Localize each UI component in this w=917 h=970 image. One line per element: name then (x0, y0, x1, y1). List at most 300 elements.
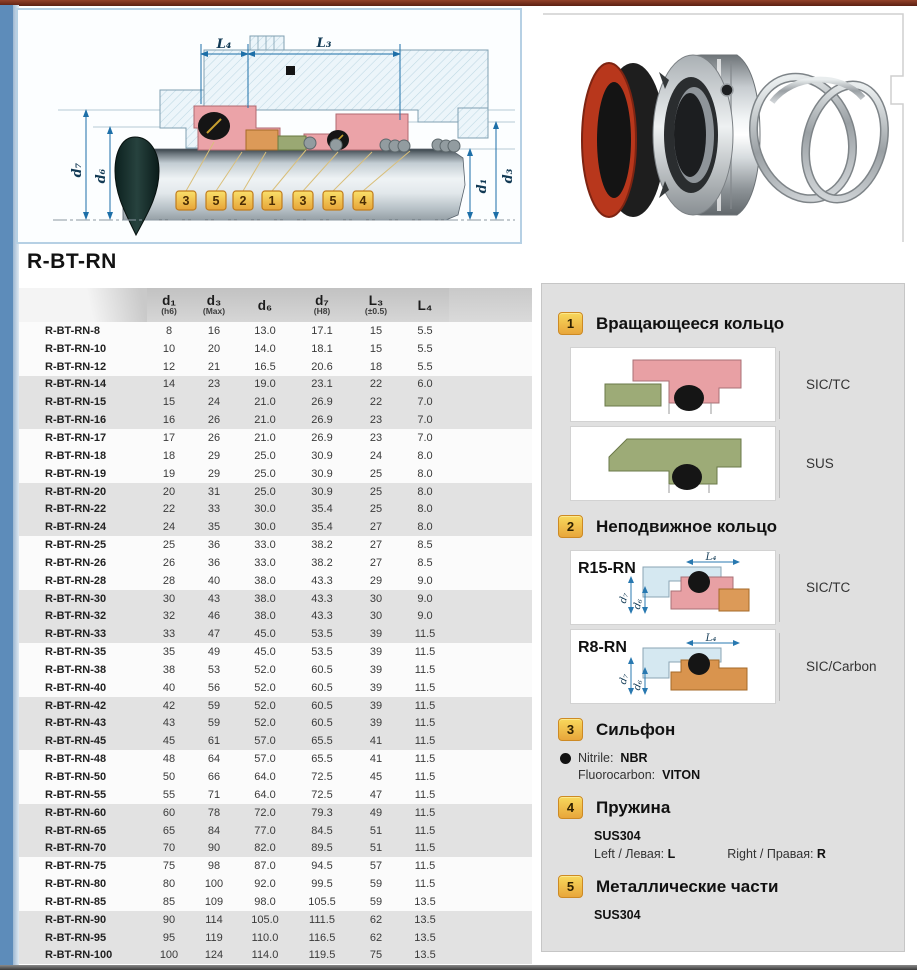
value-cell: 119 (205, 931, 223, 944)
svg-text:d₆: d₆ (631, 678, 646, 692)
value-cell: 20.6 (311, 360, 333, 373)
value-cell: 38.0 (254, 592, 276, 605)
filler-cell (449, 483, 532, 501)
legend-item-rotating-ring: 1 Вращающееся кольцо (558, 312, 904, 335)
filler-cell (449, 590, 532, 608)
value-cell: 39 (369, 646, 383, 659)
model-cell: R-BT-RN-50 (45, 771, 107, 784)
value-cell: 87.0 (254, 860, 276, 873)
badge-3: 3 (558, 718, 583, 741)
value-cell: 64 (207, 753, 221, 766)
model-cell: R-BT-RN-60 (45, 806, 107, 819)
value-cell: 25 (369, 485, 383, 498)
value-cell: 11.5 (414, 663, 436, 676)
value-cell: 39 (369, 699, 383, 712)
value-cell: 90 (207, 842, 221, 855)
value-cell: 33 (207, 503, 221, 516)
value-cell: 64.0 (254, 771, 276, 784)
svg-text:2: 2 (239, 194, 247, 208)
value-cell: 100 (204, 878, 224, 891)
badge-1: 1 (558, 312, 583, 335)
value-cell: 49 (207, 646, 221, 659)
badge-4: 4 (558, 796, 583, 819)
table-row (19, 518, 532, 536)
value-cell: 43 (162, 717, 176, 730)
value-cell: 30.0 (254, 521, 276, 534)
value-cell: 57.0 (254, 735, 276, 748)
callout-stationary (233, 191, 253, 210)
table-row (19, 822, 532, 840)
model-cell: R-BT-RN-40 (45, 681, 107, 694)
svg-text:3: 3 (182, 194, 190, 208)
badge-2: 2 (558, 515, 583, 538)
table-row (19, 393, 532, 411)
value-cell: 49 (369, 806, 383, 819)
svg-text:L₄: L₄ (705, 633, 717, 644)
model-cell: R-BT-RN-10 (45, 342, 107, 355)
value-cell: 64.0 (254, 788, 276, 801)
value-cell: 8 (165, 324, 173, 337)
value-cell: 72.5 (311, 771, 333, 784)
value-cell: 33 (162, 628, 176, 641)
value-cell: 30.9 (311, 467, 333, 480)
value-cell: 21.0 (254, 396, 276, 409)
legend-item-metal-parts: 5 Металлические части (558, 875, 904, 898)
value-cell: 11.5 (414, 788, 436, 801)
value-cell: 7.0 (417, 414, 433, 427)
value-cell: 45 (162, 735, 176, 748)
header-filler (449, 288, 532, 322)
header-corner (19, 288, 147, 322)
table-row (19, 697, 532, 715)
value-cell: 29 (207, 467, 221, 480)
value-cell: 26 (162, 556, 176, 569)
page-bottom-edge (0, 965, 917, 970)
filler-cell (449, 893, 532, 911)
value-cell: 8.5 (417, 556, 433, 569)
value-cell: 11.5 (414, 717, 436, 730)
value-cell: 5.5 (417, 360, 433, 373)
value-cell: 60.5 (311, 699, 333, 712)
value-cell: 11.5 (414, 771, 436, 784)
table-row (19, 465, 532, 483)
model-cell: R-BT-RN-16 (45, 414, 107, 427)
table-row (19, 768, 532, 786)
value-cell: 8.5 (417, 539, 433, 552)
value-cell: 23.1 (311, 378, 333, 391)
value-cell: 13.5 (414, 931, 436, 944)
value-cell: 43.3 (311, 574, 333, 587)
value-cell: 22 (162, 503, 176, 516)
value-cell: 95 (162, 931, 176, 944)
model-cell: R-BT-RN-25 (45, 539, 107, 552)
spring-photo (738, 64, 896, 212)
filler-cell (449, 929, 532, 947)
table-row (19, 911, 532, 929)
value-cell: 65.5 (311, 753, 333, 766)
value-cell: 43 (207, 592, 221, 605)
table-row (19, 732, 532, 750)
legend-item-stationary-ring: 2 Неподвижное кольцо (558, 515, 904, 538)
table-row (19, 947, 532, 965)
page-title: R-BT-RN (27, 250, 117, 273)
model-cell: R-BT-RN-65 (45, 824, 107, 837)
value-cell: 36 (207, 556, 221, 569)
header-d7: d₇ (H8) (293, 288, 351, 322)
rotating-ring-sus-thumb (571, 427, 775, 500)
value-cell: 94.5 (311, 860, 333, 873)
value-cell: 43.3 (311, 610, 333, 623)
stationary-variant-r8: R8-RN L₄ d₇ d₆ SIC/Carbon (570, 629, 904, 704)
value-cell: 80 (162, 878, 176, 891)
svg-text:d₇: d₇ (617, 591, 632, 605)
value-cell: 43.3 (311, 592, 333, 605)
value-cell: 52.0 (254, 699, 276, 712)
value-cell: 30 (369, 610, 383, 623)
stationary-seat (246, 130, 278, 150)
value-cell: 29 (207, 449, 221, 462)
value-cell: 30 (369, 592, 383, 605)
value-cell: 52.0 (254, 681, 276, 694)
stationary-r15-thumb (571, 551, 775, 624)
model-cell: R-BT-RN-19 (45, 467, 107, 480)
value-cell: 59 (369, 895, 383, 908)
svg-text:5: 5 (329, 194, 337, 208)
model-cell: R-BT-RN-14 (45, 378, 107, 391)
value-cell: 84 (207, 824, 221, 837)
value-cell: 33.0 (254, 539, 276, 552)
table-row (19, 804, 532, 822)
filler-cell (449, 839, 532, 857)
value-cell: 100 (159, 949, 179, 962)
value-cell: 72.5 (311, 788, 333, 801)
model-cell: R-BT-RN-38 (45, 663, 107, 676)
filler-cell (449, 393, 532, 411)
value-cell: 21 (207, 360, 221, 373)
table-row (19, 500, 532, 518)
model-cell: R-BT-RN-26 (45, 556, 107, 569)
filler-cell (449, 536, 532, 554)
value-cell: 26.9 (311, 396, 333, 409)
value-cell: 72.0 (254, 806, 276, 819)
table-row (19, 358, 532, 376)
header-d3: d₃ (Max) (191, 288, 237, 322)
model-cell: R-BT-RN-35 (45, 646, 107, 659)
value-cell: 25.0 (254, 485, 276, 498)
filler-cell (449, 804, 532, 822)
value-cell: 12 (162, 360, 176, 373)
table-row (19, 661, 532, 679)
dim-L3-label: L₃ (316, 36, 332, 51)
value-cell: 47 (369, 788, 383, 801)
table-row (19, 429, 532, 447)
model-cell: R-BT-RN-28 (45, 574, 107, 587)
metal-details: SUS304 (594, 908, 641, 922)
value-cell: 11.5 (414, 824, 436, 837)
value-cell: 13.5 (414, 895, 436, 908)
filler-cell (449, 358, 532, 376)
value-cell: 18 (162, 449, 176, 462)
value-cell: 13.0 (254, 324, 276, 337)
model-cell: R-BT-RN-85 (45, 895, 107, 908)
filler-cell (449, 376, 532, 394)
value-cell: 39 (369, 663, 383, 676)
value-cell: 59 (207, 717, 221, 730)
value-cell: 62 (369, 913, 383, 926)
value-cell: 17.1 (311, 324, 333, 337)
callout-boxes (176, 191, 373, 210)
svg-text:1: 1 (268, 194, 276, 208)
value-cell: 85 (162, 895, 176, 908)
value-cell: 39 (369, 628, 383, 641)
model-cell: R-BT-RN-12 (45, 360, 107, 373)
value-cell: 27 (369, 539, 383, 552)
filler-cell (449, 322, 532, 340)
value-cell: 16 (162, 414, 176, 427)
value-cell: 21.0 (254, 414, 276, 427)
value-cell: 62 (369, 931, 383, 944)
value-cell: 39 (369, 681, 383, 694)
value-cell: 51 (369, 824, 383, 837)
callout-metal-left (206, 191, 226, 210)
value-cell: 29 (369, 574, 383, 587)
value-cell: 98.0 (254, 895, 276, 908)
value-cell: 89.5 (311, 842, 333, 855)
model-cell: R-BT-RN-70 (45, 842, 107, 855)
table-row (19, 447, 532, 465)
value-cell: 6.0 (417, 378, 433, 391)
rotating-variant-sictc: SIC/TC (570, 347, 904, 422)
value-cell: 57.0 (254, 753, 276, 766)
value-cell: 11.5 (414, 699, 436, 712)
value-cell: 5.5 (417, 324, 433, 337)
value-cell: 22 (369, 378, 383, 391)
model-cell: R-BT-RN-43 (45, 717, 107, 730)
value-cell: 65 (162, 824, 176, 837)
value-cell: 15 (162, 396, 176, 409)
value-cell: 50 (162, 771, 176, 784)
value-cell: 8.0 (417, 485, 433, 498)
model-cell: R-BT-RN-18 (45, 449, 107, 462)
value-cell: 8.0 (417, 521, 433, 534)
value-cell: 40 (162, 681, 176, 694)
filler-cell (449, 554, 532, 572)
seal-cross-section-panel (16, 8, 522, 244)
table-row (19, 786, 532, 804)
value-cell: 110.0 (251, 931, 279, 944)
value-cell: 33.0 (254, 556, 276, 569)
value-cell: 41 (369, 753, 383, 766)
dimensions-table (19, 288, 532, 964)
value-cell: 90 (162, 913, 176, 926)
value-cell: 30.9 (311, 485, 333, 498)
filler-cell (449, 750, 532, 768)
value-cell: 46 (207, 610, 221, 623)
dim-d6-label: d₆ (94, 168, 109, 184)
value-cell: 21.0 (254, 431, 276, 444)
filler-cell (449, 429, 532, 447)
value-cell: 14 (162, 378, 176, 391)
callout-bellows-left (176, 191, 196, 210)
value-cell: 66 (207, 771, 221, 784)
model-cell: R-BT-RN-22 (45, 503, 107, 516)
value-cell: 105.0 (251, 913, 279, 926)
product-photo (541, 6, 907, 249)
filler-cell (449, 625, 532, 643)
table-row (19, 857, 532, 875)
table-row (19, 643, 532, 661)
value-cell: 84.5 (311, 824, 333, 837)
table-row (19, 608, 532, 626)
bellows-ring-photo (582, 63, 665, 217)
model-cell: R-BT-RN-95 (45, 931, 107, 944)
callout-bellows-right (293, 191, 313, 210)
value-cell: 35.4 (311, 503, 333, 516)
badge-5: 5 (558, 875, 583, 898)
header-d1: d₁ (h6) (147, 288, 191, 322)
dim-L4-label: L₄ (216, 37, 232, 52)
table-row (19, 625, 532, 643)
table-row (19, 839, 532, 857)
filler-cell (449, 643, 532, 661)
value-cell: 8.0 (417, 449, 433, 462)
table-row (19, 483, 532, 501)
value-cell: 9.0 (417, 610, 433, 623)
model-cell: R-BT-RN-55 (45, 788, 107, 801)
value-cell: 8.0 (417, 467, 433, 480)
value-cell: 7.0 (417, 431, 433, 444)
spring-details: SUS304 Left / Левая: L Right / Правая: R (594, 829, 826, 861)
model-cell: R-BT-RN-20 (45, 485, 107, 498)
value-cell: 39 (369, 717, 383, 730)
value-cell: 13.5 (414, 949, 436, 962)
value-cell: 56 (207, 681, 221, 694)
table-row (19, 679, 532, 697)
value-cell: 26.9 (311, 431, 333, 444)
filler-cell (449, 661, 532, 679)
table-row (19, 750, 532, 768)
value-cell: 11.5 (414, 681, 436, 694)
filler-cell (449, 679, 532, 697)
filler-cell (449, 572, 532, 590)
filler-cell (449, 608, 532, 626)
stationary-variant-r15: R15-RN L₄ d₇ d₆ SIC/TC (570, 550, 904, 625)
svg-text:5: 5 (212, 194, 220, 208)
filler-cell (449, 715, 532, 733)
value-cell: 19.0 (254, 378, 276, 391)
value-cell: 19 (162, 467, 176, 480)
value-cell: 53 (207, 663, 221, 676)
table-row (19, 322, 532, 340)
model-cell: R-BT-RN-90 (45, 913, 107, 926)
table-row (19, 554, 532, 572)
value-cell: 82.0 (254, 842, 276, 855)
value-cell: 109 (204, 895, 224, 908)
filler-cell (449, 875, 532, 893)
value-cell: 11.5 (414, 628, 436, 641)
filler-cell (449, 465, 532, 483)
svg-text:d₆: d₆ (631, 597, 646, 611)
value-cell: 38.0 (254, 610, 276, 623)
value-cell: 24 (162, 521, 176, 534)
value-cell: 38.0 (254, 574, 276, 587)
value-cell: 28 (162, 574, 176, 587)
model-cell: R-BT-RN-30 (45, 592, 107, 605)
filler-cell (449, 857, 532, 875)
filler-cell (449, 911, 532, 929)
value-cell: 114.0 (251, 949, 279, 962)
value-cell: 11.5 (414, 753, 436, 766)
value-cell: 23 (369, 414, 383, 427)
table-row (19, 340, 532, 358)
value-cell: 124 (204, 949, 224, 962)
legend-item-bellows: 3 Сильфон (558, 718, 904, 741)
value-cell: 48 (162, 753, 176, 766)
value-cell: 61 (207, 735, 221, 748)
value-cell: 92.0 (254, 878, 276, 891)
table-header (19, 288, 532, 322)
table-row (19, 572, 532, 590)
value-cell: 9.0 (417, 592, 433, 605)
value-cell: 36 (207, 539, 221, 552)
callout-metal-right (323, 191, 343, 210)
bullet-icon (560, 753, 571, 764)
value-cell: 11.5 (414, 878, 436, 891)
value-cell: 25 (369, 467, 383, 480)
value-cell: 14.0 (254, 342, 276, 355)
value-cell: 35 (207, 521, 221, 534)
bellows-materials: Nitrile: NBR Fluorocarbon: VITON (560, 751, 904, 782)
value-cell: 79.3 (311, 806, 333, 819)
value-cell: 45.0 (254, 628, 276, 641)
dim-d3-label: d₃ (501, 168, 516, 184)
value-cell: 24 (207, 396, 221, 409)
filler-cell (449, 411, 532, 429)
value-cell: 53.5 (311, 646, 333, 659)
value-cell: 31 (207, 485, 221, 498)
value-cell: 47 (207, 628, 221, 641)
value-cell: 11.5 (414, 646, 436, 659)
value-cell: 60 (162, 806, 176, 819)
table-row (19, 929, 532, 947)
value-cell: 116.5 (308, 931, 336, 944)
table-row (19, 590, 532, 608)
value-cell: 119.5 (308, 949, 336, 962)
dim-d7-label: d₇ (70, 162, 85, 178)
value-cell: 16 (207, 324, 221, 337)
legend-item-spring: 4 Пружина (558, 796, 904, 819)
filler-cell (449, 697, 532, 715)
value-cell: 27 (369, 521, 383, 534)
value-cell: 27 (369, 556, 383, 569)
value-cell: 52.0 (254, 717, 276, 730)
value-cell: 105.5 (308, 895, 336, 908)
value-cell: 75 (369, 949, 383, 962)
table-row (19, 875, 532, 893)
value-cell: 11.5 (414, 735, 436, 748)
value-cell: 98 (207, 860, 221, 873)
value-cell: 23 (207, 378, 221, 391)
value-cell: 75 (162, 860, 176, 873)
callout-rotating (262, 191, 282, 210)
value-cell: 53.5 (311, 628, 333, 641)
filler-cell (449, 518, 532, 536)
stationary-r8-thumb (571, 630, 775, 703)
value-cell: 9.0 (417, 574, 433, 587)
callout-spring (353, 191, 373, 210)
svg-text:3: 3 (299, 194, 307, 208)
value-cell: 38.2 (311, 539, 333, 552)
